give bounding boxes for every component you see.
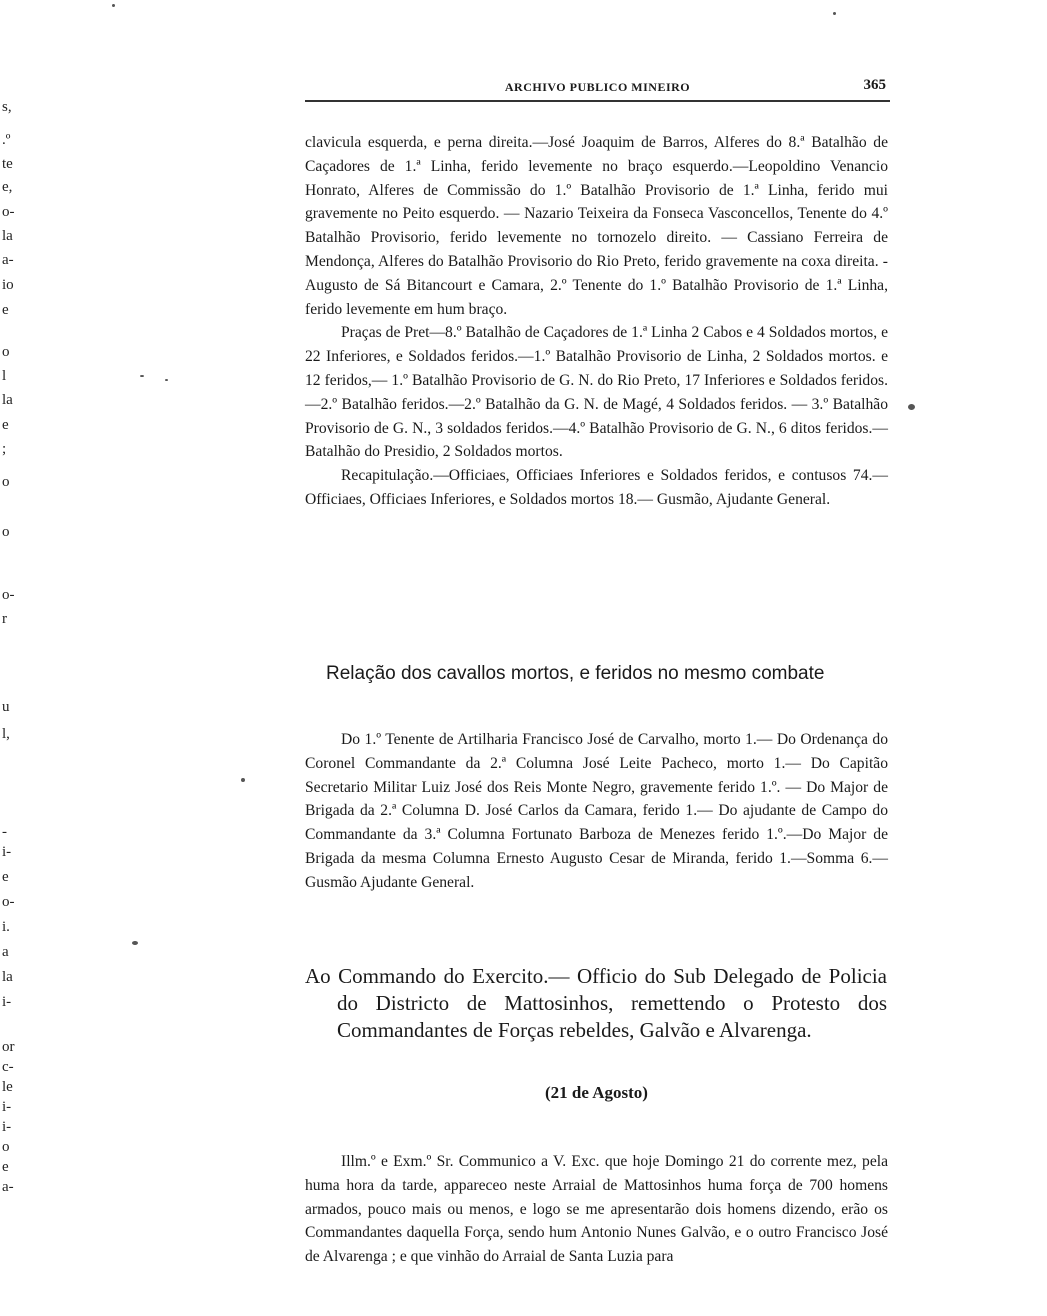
scan-speck [241,778,245,782]
margin-fragment: r [2,611,7,627]
scan-speck [908,404,915,410]
margin-fragment: la [2,392,13,408]
margin-fragment: te [2,156,13,172]
casualty-text [305,131,888,512]
page-number: 365 [863,77,886,93]
header-rule [305,100,890,102]
margin-fragment: o [2,344,10,360]
margin-fragment: a- [2,1179,14,1195]
margin-fragment: o [2,1139,10,1155]
date-heading: (21 de Agosto) [545,1083,648,1102]
margin-fragment: i- [2,1119,12,1135]
running-title: ARCHIVO PUBLICO MINEIRO [504,80,691,94]
margin-fragment: i- [2,1099,12,1115]
margin-fragment: a [2,944,9,960]
margin-fragment: la [2,228,13,244]
margin-fragment: c- [2,1059,14,1075]
margin-fragment: s, [2,99,12,115]
margin-fragment: e [2,302,9,318]
document-heading-text: Ao Commando do Exercito.— Officio do Sub Delegado de Policia do Districto de Mattosinhos, remettendo o Protesto dos Commandantes de Forças rebeldes, Galvão e Alvarenga. [305,964,887,1042]
section-heading: Relação dos cavallos mortos, e feridos no mesmo combate [326,663,825,684]
margin-fragment: l, [2,726,10,742]
margin-fragment: o- [2,894,15,910]
margin-fragment: .º [2,132,11,148]
paragraph-recap: Recapitulação.—Officiaes, Officiaes Inferiores e Soldados feridos, e contusos 74.—Officiaes, Officiaes Inferiores, e Soldados mortos 18.— Gusmão, Ajudante General. [305,467,888,508]
margin-fragment: e [2,417,9,433]
margin-fragment: e [2,1159,9,1175]
margin-fragment: l [2,368,7,384]
paragraph-horses: Do 1.º Tenente de Artilharia Francisco José de Carvalho, morto 1.— Do Ordenança do Coronel Commandante da 2.ª Columna José Leite Pacheco, morto 1.— Do Capitão Secretario Militar Luiz José dos Reis Monte Negro, gravemente ferido 1.º. — Do Major de Brigada da 2.ª Columna D. José Carlos da Camara, ferido 1.— Do ajudante de Campo do Commandante da 3.ª Columna Fortunato Barboza de Menezes ferido 1.º.—Do Major de Brigada da mesma Columna Ernesto Augusto Cesar de Miranda, ferido 1.—Somma 6.—Gusmão Ajudante General. [305,731,888,891]
scan-speck [132,941,138,945]
letter-text [305,1150,888,1269]
margin-fragment: la [2,969,13,985]
scan-speck [140,375,144,377]
margin-fragment: io [2,277,14,293]
document-heading [305,963,887,1044]
paragraph-troops: Praças de Pret—8.º Batalhão de Caçadores de 1.ª Linha 2 Cabos e 4 Soldados mortos, e 22 Inferiores, e Soldados feridos.—1.º Batalhão Provisorio de Linha, 2 Soldados mortos. e 12 feridos,— 1.º Batalhão Provisorio de G. N. do Rio Preto, 17 Inferiores e Soldados feridos.—2.º Batalhão feridos.—2.º Batalhão da G. N. de Magé, 4 Soldados feridos. — 3.º Batalhão Provisorio de G. N., 3 soldados feridos.—4.º Batalhão Provisorio de G. N., 6 ditos feridos.—Batalhão do Presidio, 2 Soldados mortos. [305,324,888,461]
margin-fragment: o [2,474,10,490]
margin-fragment: i- [2,994,12,1010]
margin-fragment: a- [2,252,14,268]
margin-fragment: e, [2,179,13,195]
margin-fragment: le [2,1079,13,1095]
margin-fragment: o- [2,587,15,603]
margin-fragment: e [2,869,9,885]
margin-fragment: ; [2,441,7,457]
margin-fragment: i- [2,844,12,860]
scan-speck [833,12,836,15]
margin-fragment: i. [2,919,10,935]
facing-page-margin [0,0,24,1316]
scan-speck [165,379,168,381]
margin-fragment: - [2,824,7,840]
page-header [305,77,890,102]
horses-text [305,728,888,895]
margin-fragment: u [2,699,10,715]
margin-fragment: o- [2,204,15,220]
paragraph-officers: clavicula esquerda, e perna direita.—José Joaquim de Barros, Alferes do 8.ª Batalhão de Caçadores de 1.ª Linha, ferido levemente no braço esquerdo.—Leopoldino Venancio Honrato, Alferes de Commissão do 1.º Batalhão Provisorio de 1.ª Linha, ferido mui gravemente no Peito esquerdo. — Nazario Teixeira da Fonseca Vasconcellos, Tenente do 4.º Batalhão Provisorio, ferido levemente no tornozelo direito. — Cassiano Ferreira de Mendonça, Alferes do Batalhão Provisorio do Rio Preto, ferido gravemente na coxa direita. - Augusto de Sá Bitancourt e Camara, 2.º Tenente do 1.º Batalhão Provisorio de 1.ª Linha, ferido levemente em hum braço. [305,134,888,318]
paragraph-letter: Illm.º e Exm.º Sr. Communico a V. Exc. que hoje Domingo 21 do corrente mez, pela huma hora da tarde, appareceo neste Arraial de Mattosinhos huma força de 700 homens armados, pouco mais ou menos, e logo se me apresentarão dois homens dizendo, erão os Commandantes daquella Força, sendo hum Antonio Nunes Galvão, e o outro Francisco José de Alvarenga ; e que vinhão do Arraial de Santa Luzia para [305,1153,888,1266]
margin-fragment: o [2,524,10,540]
margin-fragment: or [2,1039,15,1055]
scan-speck [112,4,115,7]
